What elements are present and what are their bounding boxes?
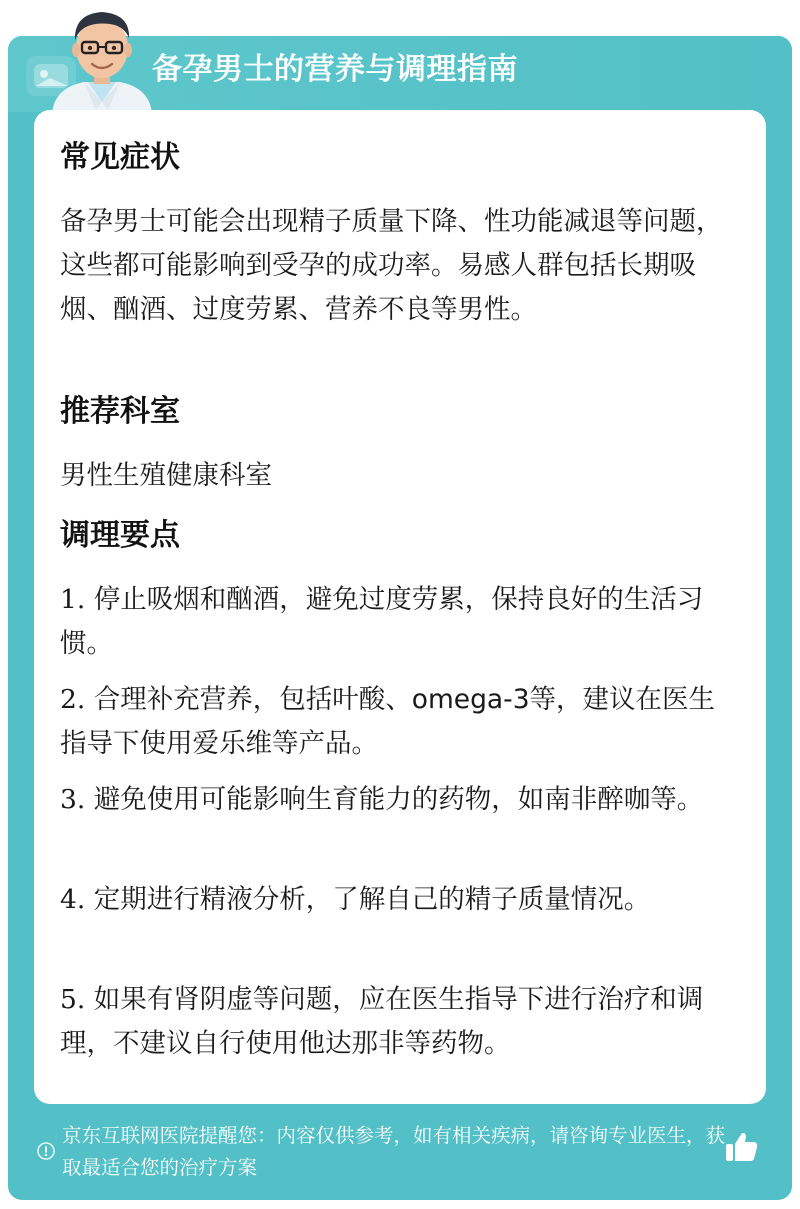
item-text: 停止吸烟和酗酒，避免过度劳累，保持良好的生活习惯。 [60,584,704,659]
symptoms-text: 备孕男士可能会出现精子质量下降、性功能减退等问题，这些都可能影响到受孕的成功率。易感人群包括长期吸烟、酗酒、过度劳累、营养不良等男性。 [60,206,723,325]
list-item [60,778,740,822]
item-text: 定期进行精液分析，了解自己的精子质量情况。 [93,884,651,915]
list-item [60,878,700,922]
page-title: 备孕男士的营养与调理指南 [152,52,518,87]
info-icon [36,1141,56,1161]
item-text: 合理补充营养，包括叶酸、omega-3等，建议在医生指导下使用爱乐维等产品。 [60,684,716,759]
item-number: 4. [60,884,86,915]
item-number: 5. [60,984,86,1015]
item-text: 如果有肾阴虚等问题，应在医生指导下进行治疗和调理，不建议自行使用他达那非等药物。 [60,984,704,1059]
item-number: 2. [60,684,86,715]
thumbs-up-icon[interactable] [722,1128,760,1166]
item-text: 避免使用可能影响生育能力的药物，如南非醉咖等。 [93,784,704,815]
department-text: 男性生殖健康科室 [60,460,272,491]
list-item [60,578,740,666]
list-item [60,678,740,766]
item-number: 3. [60,784,86,815]
list-item [60,978,740,1066]
item-number: 1. [60,584,86,615]
disclaimer-text: 京东互联网医院提醒您：内容仅供参考，如有相关疾病，请咨询专业医生，获取最适合您的治疗方案 [62,1124,726,1179]
department-heading: 推荐科室 [60,394,180,429]
care-heading: 调理要点 [60,518,180,553]
symptoms-heading: 常见症状 [60,140,180,175]
doctor-avatar [44,2,160,114]
